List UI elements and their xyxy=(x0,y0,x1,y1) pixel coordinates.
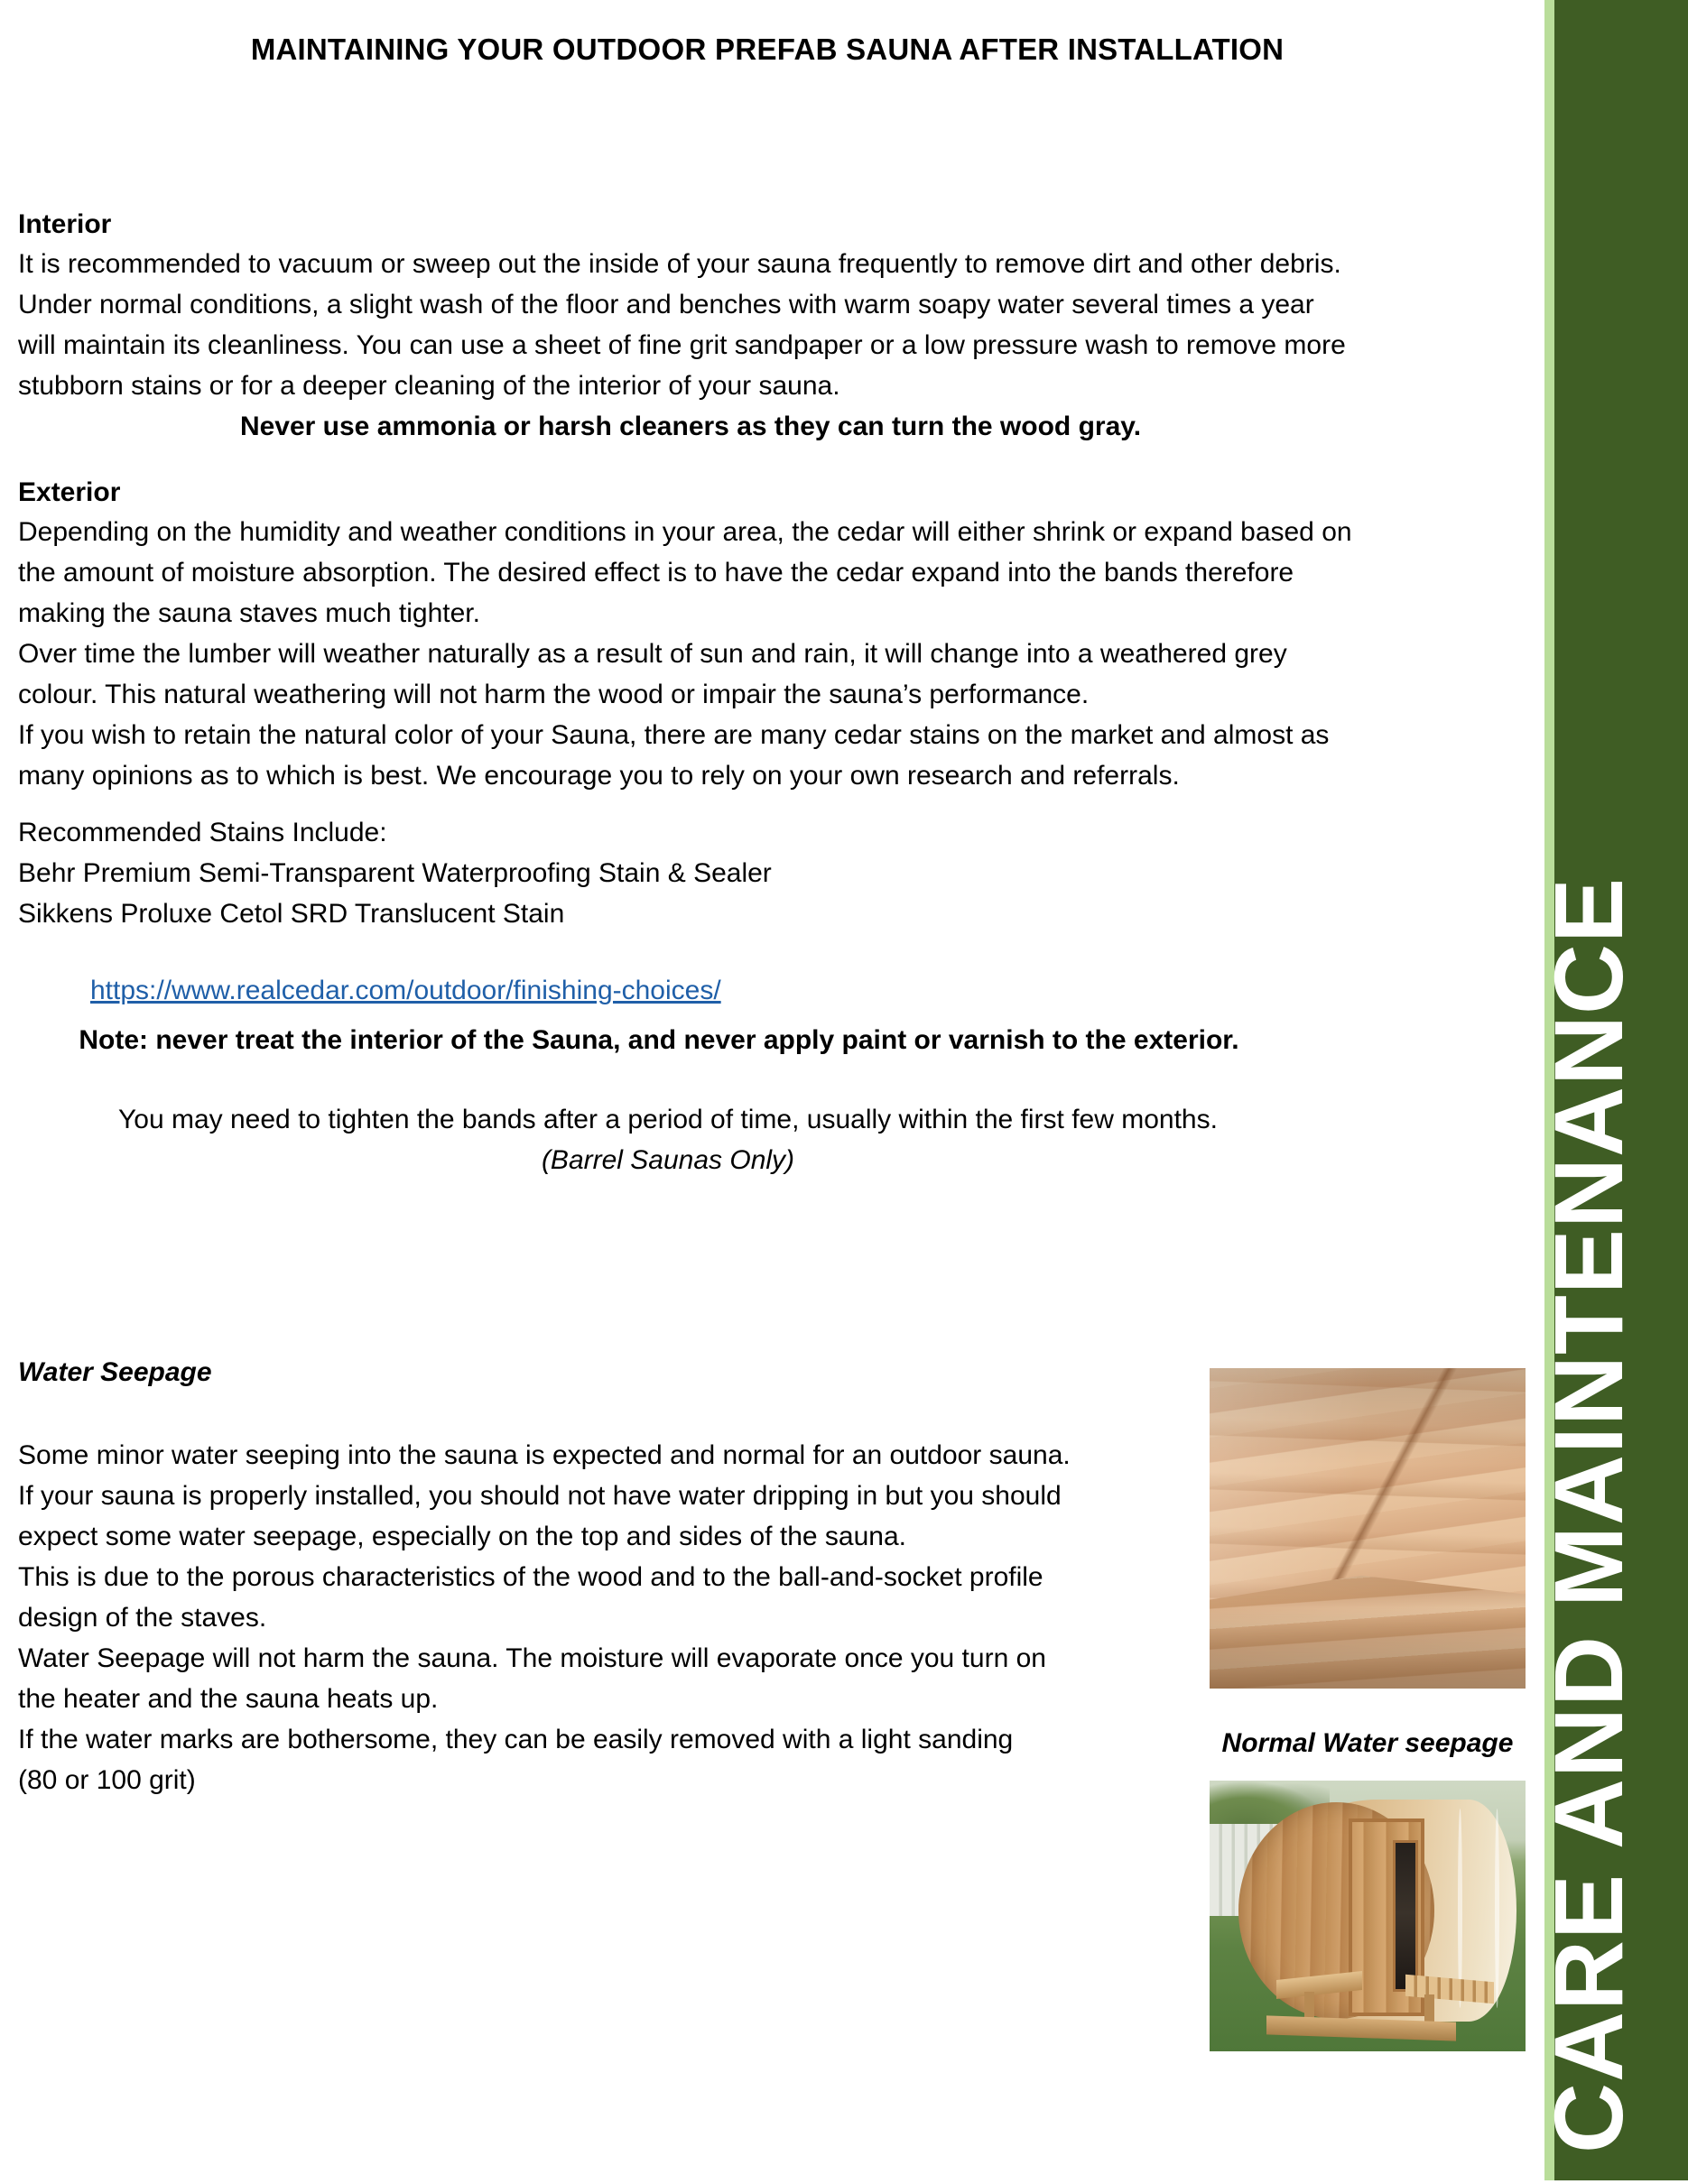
tighten-bands-line: You may need to tighten the bands after a period of time, usually within the first few months. xyxy=(118,1105,1218,1134)
barrel-only-note: (Barrel Saunas Only) xyxy=(541,1145,795,1175)
stain-item-2: Sikkens Proluxe Cetol SRD Translucent Stain xyxy=(18,899,565,929)
barrel-door-window xyxy=(1393,1840,1418,1992)
photo-caption-normal-water-seepage: Normal Water seepage xyxy=(1221,1728,1514,1758)
barrel-sauna-exterior-image xyxy=(1210,1781,1526,2051)
interior-line-2: Under normal conditions, a slight wash of the floor and benches with warm soapy water several times a year xyxy=(18,290,1314,319)
exterior-note: Note: never treat the interior of the Sauna, and never apply paint or varnish to the exterior. xyxy=(79,1025,1239,1055)
exterior-section xyxy=(18,474,1372,796)
water-seepage-line-4: This is due to the porous characteristics of the wood and to the ball-and-socket profile xyxy=(18,1562,1043,1592)
recommended-stains-block xyxy=(18,812,1363,934)
water-seepage-line-9: (80 or 100 grit) xyxy=(18,1765,196,1795)
interior-line-3: will maintain its cleanliness. You can use a sheet of fine grit sandpaper or a low pressure wash to remove more xyxy=(18,330,1346,360)
realcedar-link[interactable]: https://www.realcedar.com/outdoor/finishing-choices/ xyxy=(90,976,721,1005)
interior-heading: Interior xyxy=(18,209,112,239)
water-seepage-line-1: Some minor water seeping into the sauna is expected and normal for an outdoor sauna. xyxy=(18,1440,1071,1470)
water-seepage-line-8: If the water marks are bothersome, they can be easily removed with a light sanding xyxy=(18,1725,1014,1754)
water-seepage-heading: Water Seepage xyxy=(18,1357,212,1387)
sauna-interior-corner-photo xyxy=(1210,1368,1526,1689)
water-seepage-line-3: expect some water seepage, especially on the top and sides of the sauna. xyxy=(18,1522,906,1551)
tighten-bands-block xyxy=(18,1099,1318,1180)
interior-section xyxy=(18,206,1363,447)
page-title-emphasis: OUTDOOR PREFAB xyxy=(552,32,838,66)
water-seepage-line-7: the heater and the sauna heats up. xyxy=(18,1684,439,1714)
stain-item-1: Behr Premium Semi-Transparent Waterproofing Stain & Sealer xyxy=(18,858,772,888)
exterior-paragraph-3: If you wish to retain the natural color of your Sauna, there are many cedar stains on the market and almost as many opinions as to which is best. We encourage you to rely on your own research and referrals. xyxy=(18,720,1330,791)
water-seepage-heading-row xyxy=(18,1354,1363,1392)
interior-line-4: stubborn stains or for a deeper cleaning of the interior of your sauna. xyxy=(18,371,840,401)
water-seepage-line-6: Water Seepage will not harm the sauna. The moisture will evaporate once you turn on xyxy=(18,1643,1046,1673)
exterior-note-row xyxy=(18,1020,1336,1060)
side-band-inner xyxy=(1534,0,1688,2153)
stains-intro: Recommended Stains Include: xyxy=(18,818,387,847)
sauna-interior-corner-image xyxy=(1210,1368,1526,1689)
page-title-part1: MAINTAINING YOUR xyxy=(250,32,552,66)
water-seepage-section xyxy=(18,1435,1210,1800)
exterior-paragraph-1: Depending on the humidity and weather conditions in your area, the cedar will either shrink or expand based on the amount of moisture absorption. The desired effect is to have the cedar expand into the bands therefore making the sauna staves much tighter. xyxy=(18,517,1352,628)
page-title xyxy=(0,32,1535,67)
side-band-label: CARE AND MAINTENANCE xyxy=(1534,877,1643,2153)
interior-line-1: It is recommended to vacuum or sweep out the inside of your sauna frequently to remove dirt and other debris. xyxy=(18,249,1341,279)
realcedar-link-row xyxy=(18,970,1435,1011)
water-seepage-line-5: design of the staves. xyxy=(18,1603,267,1633)
barrel-band xyxy=(1495,1809,1499,2008)
barrel-sauna-exterior-photo xyxy=(1210,1781,1526,2051)
exterior-paragraph-2: Over time the lumber will weather naturally as a result of sun and rain, it will change into a weathered grey colour. This natural weathering will not harm the wood or impair the sauna’s performance. xyxy=(18,639,1287,709)
water-seepage-line-2: If your sauna is properly installed, you should not have water dripping in but you should xyxy=(18,1481,1062,1511)
side-band xyxy=(1534,0,1688,2180)
interior-warning: Never use ammonia or harsh cleaners as they can turn the wood gray. xyxy=(239,412,1142,441)
page-title-part2: SAUNA AFTER INSTALLATION xyxy=(837,32,1285,66)
exterior-heading: Exterior xyxy=(18,477,121,507)
